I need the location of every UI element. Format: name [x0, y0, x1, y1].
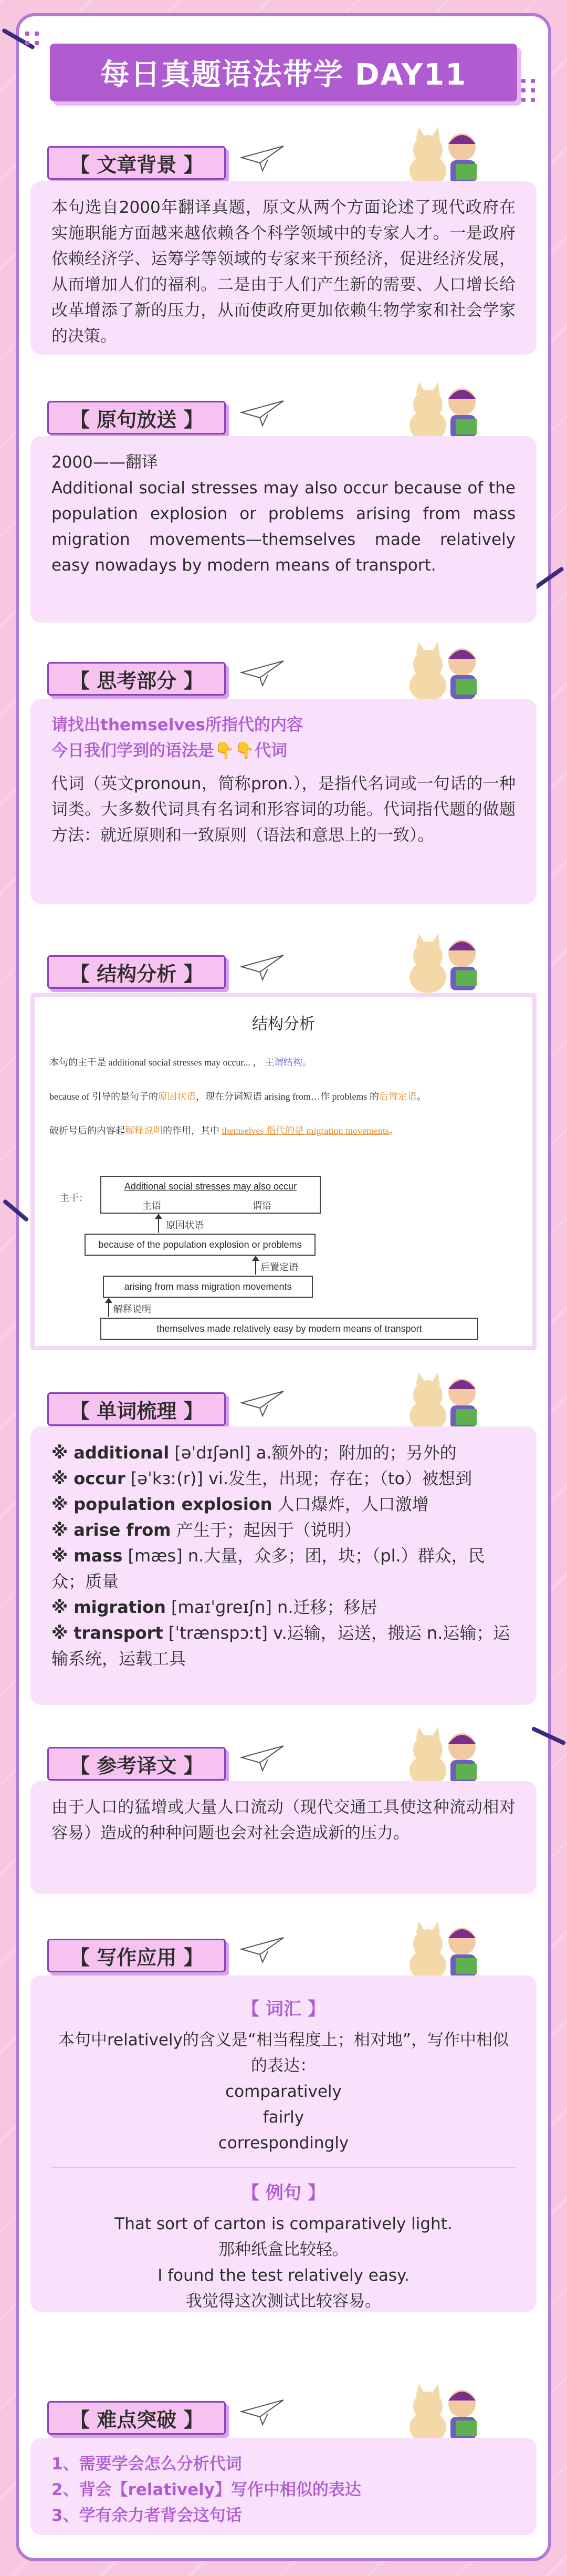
vocab-item — [51, 1466, 516, 1492]
vocab-item — [51, 1492, 516, 1517]
section-card-translation — [30, 1781, 537, 1894]
difficulty-item: 2、背会【relatively】写作中相似的表达 — [51, 2480, 361, 2499]
section-tag-translation: 【 参考译文 】 — [47, 1747, 226, 1781]
diagram-attr-label: 后置定语 — [260, 1262, 298, 1273]
section-tag-sentence: 【 原句放送 】 — [47, 401, 226, 434]
paper-plane-icon — [239, 657, 286, 688]
vocab-word: ※ arise from — [51, 1520, 171, 1540]
vocab-def: [maɪˈɡreɪʃn] n.迁移；移居 — [165, 1597, 377, 1617]
section-card-background — [30, 181, 537, 355]
diagram-highlight: 解释说明 — [125, 1125, 163, 1136]
section-tag-difficulty: 【 难点突破 】 — [47, 2401, 226, 2435]
diagram-text: 。 — [388, 1125, 398, 1136]
mascot-icon — [399, 927, 494, 996]
paper-plane-icon — [239, 1387, 286, 1419]
page-title: 每日真题语法带学 DAY11 — [50, 44, 517, 101]
paper-plane-icon — [239, 2396, 286, 2427]
section-card-difficulty — [30, 2438, 537, 2535]
section-tag-background: 【 文章背景 】 — [47, 146, 226, 180]
thinking-text: 代词（英文pronoun，简称pron.），是指代名词或一句话的一种词类。大多数代词具有名词和形容词的功能。代词指代题的做题方法：就近原则和一致原则（语法和意思上的一致）。 — [51, 774, 516, 845]
section-card-writing — [30, 1975, 537, 2312]
diagram-text: ，现在分词短语 arising from…作 problems 的 — [195, 1091, 379, 1102]
example-2-zh: 我觉得这次测试比较容易。 — [186, 2292, 381, 2311]
diagram-text: 。 — [416, 1091, 426, 1102]
vocab-word: ※ additional — [51, 1443, 170, 1463]
diagram-arrow — [255, 1257, 256, 1275]
diagram-subject-label: 主语 — [142, 1201, 161, 1211]
mascot-icon — [399, 636, 494, 704]
diagram-text: 本句的主干是 additional social stresses may occur... ， — [49, 1057, 262, 1068]
diagram-line-1 — [49, 1055, 312, 1069]
vocab-item — [51, 1620, 516, 1672]
mascot-icon — [399, 1915, 494, 1983]
paper-plane-icon — [239, 951, 286, 982]
writing-word: correspondingly — [218, 2134, 349, 2153]
sentence-source: 2000——翻译 — [51, 453, 158, 472]
vocab-def: 产生于；起因于（说明） — [171, 1520, 361, 1540]
vocab-item — [51, 1517, 516, 1543]
section-tag-vocab: 【 单词梳理 】 — [47, 1392, 226, 1426]
difficulty-item: 1、需要学会怎么分析代词 — [51, 2455, 242, 2474]
writing-vocab-label: 【 词汇 】 — [242, 1999, 326, 2020]
decor-dots — [25, 32, 39, 45]
diagram-text: 的作用，其中 — [163, 1125, 219, 1136]
vocab-item — [51, 1543, 516, 1595]
diagram-line-3 — [49, 1123, 398, 1137]
difficulty-item: 3、学有余力者背会这句话 — [51, 2506, 242, 2525]
diagram-box-text: Additional social stresses may also occur — [124, 1181, 297, 1192]
vocab-item — [51, 1595, 516, 1620]
vocab-word: ※ transport — [51, 1623, 163, 1643]
diagram-text: 破折号后的内容起 — [49, 1125, 125, 1136]
diagram-predicate-label: 谓语 — [253, 1201, 271, 1211]
vocab-word: ※ population explosion — [51, 1494, 272, 1514]
paper-plane-icon — [239, 142, 286, 173]
mascot-icon — [399, 1366, 494, 1434]
paper-plane-icon — [239, 1742, 286, 1773]
structure-diagram — [30, 993, 537, 1350]
section-card-sentence — [30, 436, 537, 623]
mascot-icon — [399, 2377, 494, 2446]
diagram-box-explain: themselves made relatively easy by modern means of transport — [100, 1318, 478, 1340]
diagram-title: 结构分析 — [252, 1016, 315, 1033]
diagram-box-main — [100, 1176, 321, 1214]
diagram-highlight: 原因状语 — [158, 1091, 196, 1102]
translation-text: 由于人口的猛增或大量人口流动（现代交通工具使这种流动相对容易）造成的种种问题也会对社会造成新的压力。 — [51, 1798, 516, 1843]
example-1-zh: 那种纸盒比较轻。 — [218, 2240, 349, 2259]
writing-example-label: 【 例句 】 — [242, 2182, 326, 2203]
section-tag-writing: 【 写作应用 】 — [47, 1939, 226, 1972]
section-card-thinking — [30, 699, 537, 904]
writing-word: comparatively — [225, 2082, 342, 2101]
diagram-box-attr: arising from mass migration movements — [103, 1276, 313, 1298]
diagram-arrow — [108, 1299, 109, 1317]
vocab-def: [ˈtrænspɔːt] v.运输，运送，搬运 n.运输；运输系统，运载工具 — [51, 1623, 510, 1669]
mascot-icon — [399, 376, 494, 444]
sentence-text: Additional social stresses may also occur because of the population explosion or problems arising from mass migration movements—themselves made relatively easy nowadays by modern means of transport. — [51, 479, 516, 575]
example-2-en: I found the test relatively easy. — [158, 2266, 410, 2285]
thinking-grammar: 今日我们学到的语法是👇👇代词 — [51, 741, 288, 760]
writing-divider — [51, 2167, 516, 2168]
diagram-highlight: 后置定语 — [379, 1091, 417, 1102]
vocab-word: ※ mass — [51, 1546, 123, 1566]
diagram-reason-label: 原因状语 — [166, 1220, 204, 1230]
background-text: 本句选自2000年翻译真题，原文从两个方面论述了现代政府在实施职能方面越来越依赖各个科学领域中的专家人才。一是政府依赖经济学、运筹学等领域的专家来干预经济，促进经济发展，从而增加人们的福利。二是由于人们产生新的需要、人口增长给改革增添了新的压力，从而使政府更加依赖生物学家和社会学家的决策。 — [51, 198, 516, 346]
diagram-arrow — [158, 1215, 159, 1233]
example-1-en: That sort of carton is comparatively light. — [114, 2215, 453, 2233]
vocab-word: ※ occur — [51, 1468, 125, 1488]
vocab-def: [əˈdɪʃənl] a.额外的；附加的；另外的 — [169, 1443, 457, 1463]
diagram-line-2 — [49, 1089, 426, 1103]
vocab-def: [mæs] n.大量，众多；团，块；（pl.）群众，民众；质量 — [51, 1546, 485, 1591]
diagram-highlight: 主谓结构。 — [264, 1057, 312, 1068]
vocab-word: ※ migration — [51, 1597, 166, 1617]
thinking-question: 请找出themselves所指代的内容 — [51, 716, 303, 734]
diagram-box-reason: because of the population explosion or problems — [85, 1234, 316, 1256]
vocab-def: 人口爆炸，人口激增 — [272, 1494, 429, 1514]
diagram-explain-label: 解释说明 — [113, 1304, 151, 1315]
writing-vocab-text: 本句中relatively的含义是“相当程度上；相对地”，写作中相似的表达： — [58, 2031, 509, 2075]
paper-plane-icon — [239, 397, 286, 428]
section-tag-structure: 【 结构分析 】 — [47, 955, 226, 989]
paper-plane-icon — [239, 1933, 286, 1965]
mascot-icon — [399, 121, 494, 189]
mascot-icon — [399, 1721, 494, 1789]
diagram-highlight: themselves 指代的是 migration movements — [222, 1125, 389, 1136]
writing-word: fairly — [262, 2108, 304, 2127]
diagram-text: because of 引导的是句子的 — [49, 1091, 158, 1102]
vocab-def: [əˈkɜː(r)] vi.发生，出现；存在；（to）被想到 — [125, 1468, 472, 1488]
vocab-item — [51, 1440, 516, 1466]
section-card-vocab — [30, 1426, 537, 1705]
diagram-main-label: 主干： — [60, 1193, 88, 1203]
section-tag-thinking: 【 思考部分 】 — [47, 662, 226, 696]
